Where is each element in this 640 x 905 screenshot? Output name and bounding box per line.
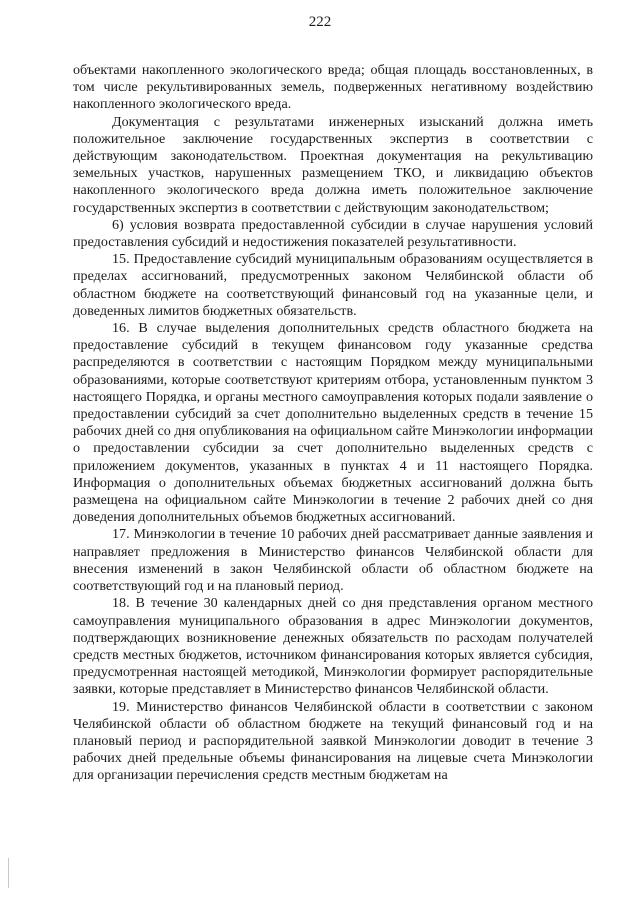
- document-body: [73, 62, 593, 785]
- paragraph-continuation: объектами накопленного экологического вреда; общая площадь восстановленных, в том числе рекультивированных земель, подверженных негативному воздействию накопленного экологического вреда.: [73, 62, 593, 113]
- paragraph-18: 18. В течение 30 календарных дней со дня представления органом местного самоуправления муниципального образования в адрес Минэкологии документов, подтверждающих возникновение денежных обязательств по расходам получателей средств местных бюджетов, источником финансирования которых является субсидия, предусмотренная настоящей методикой, Минэкологии формирует распорядительные заявки, которые представляет в Министерство финансов Челябинской области.: [73, 595, 593, 698]
- paragraph-16: 16. В случае выделения дополнительных средств областного бюджета на предоставление субсидий в текущем финансовом году указанные средства распределяются в соответствии с настоящим Порядком между муниципальными образованиями, которые соответствуют критериям отбора, установленным пунктом 3 настоящего Порядка, и органы местного самоуправления которых подали заявление о предоставлении субсидий за счет дополнительно выделенных средств в течение 15 рабочих дней со дня опубликования на официальном сайте Минэкологии информации о предоставлении субсидии за счет дополнительно выделенных средств с приложением документов, указанных в пунктах 4 и 11 настоящего Порядка. Информация о дополнительных объемах бюджетных ассигнований должна быть размещена на официальном сайте Минэкологии в течение 2 рабочих дней со дня доведения дополнительных объемов бюджетных ассигнований.: [73, 320, 593, 526]
- paragraph-item-6: 6) условия возврата предоставленной субсидии в случае нарушения условий предоставления субсидий и недостижения показателей результативности.: [73, 216, 593, 251]
- paragraph-19: 19. Министерство финансов Челябинской области в соответствии с законом Челябинской области об областном бюджете на текущий финансовый год и на плановый период и распорядительной заявкой Минэкологии доводит в течение 3 рабочих дней предельные объемы финансирования на лицевые счета Минэкологии для организации перечисления средств местным бюджетам на: [73, 698, 593, 784]
- paragraph-documentation: Документация с результатами инженерных изысканий должна иметь положительное заключение государственных экспертиз в соответствии с действующим законодательством. Проектная документация на рекультивацию земельных участков, нарушенных размещением ТКО, и ликвидацию объектов накопленного экологического вреда должна иметь положительное заключение государственных экспертиз в соответствии с действующим законодательством;: [73, 113, 593, 216]
- paragraph-15: 15. Предоставление субсидий муниципальным образованиям осуществляется в пределах ассигнований, предусмотренных законом Челябинской области об областном бюджете на соответствующий финансовый год на указанные цели, и доведенных лимитов бюджетных обязательств.: [73, 251, 593, 319]
- scan-margin-mark: [8, 858, 9, 888]
- page-number: 222: [308, 14, 332, 30]
- paragraph-17: 17. Минэкологии в течение 10 рабочих дней рассматривает данные заявления и направляет предложения в Министерство финансов Челябинской области для внесения изменений в закон Челябинской области об областном бюджете на соответствующий год и на плановый период.: [73, 526, 593, 595]
